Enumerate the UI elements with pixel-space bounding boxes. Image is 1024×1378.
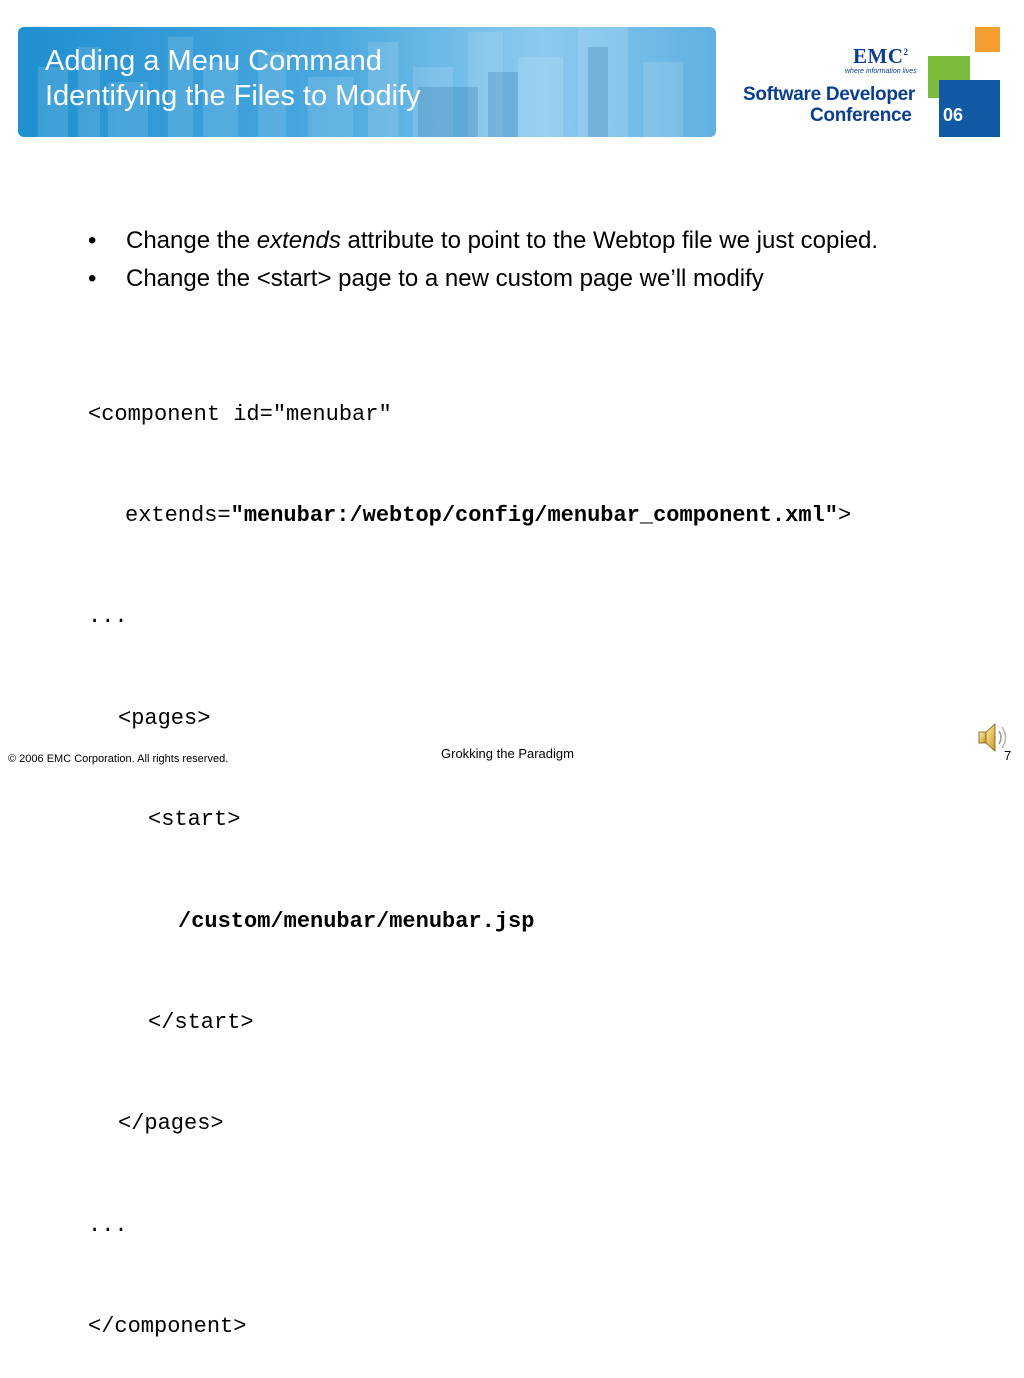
code-line: /custom/menubar/menubar.jsp	[178, 908, 535, 934]
footer-copyright: © 2006 EMC Corporation. All rights reserved.	[8, 753, 229, 765]
title-banner	[18, 27, 716, 137]
bullet-dot: •	[88, 265, 97, 292]
emc-wordmark: EMC$^2$	[853, 44, 909, 68]
bullet-item: • Change the extends attribute to point to the Webtop file we just copied.	[88, 227, 879, 254]
speaker-icon[interactable]	[976, 718, 1010, 756]
code-line: <component id="menubar"	[88, 401, 392, 427]
code-line: </component>	[88, 1314, 247, 1340]
code-line: ...	[88, 604, 128, 630]
bullet-list	[88, 226, 968, 302]
code-line: </pages>	[118, 1111, 224, 1137]
code-line: extends="menubar:/webtop/config/menubar_component.xml">	[125, 502, 852, 528]
logo-line-1: Software Developer	[743, 84, 915, 105]
logo-orange-square	[975, 27, 1000, 52]
bullet-dot: •	[88, 227, 97, 254]
page-number: 7	[1004, 748, 1012, 763]
logo-line-2: Conference	[810, 105, 912, 126]
bullet-item: • Change the <start> page to a new custom page we’ll modify	[88, 265, 764, 292]
slide-title-line-2: Identifying the Files to Modify	[45, 80, 421, 112]
code-line: </start>	[148, 1009, 254, 1035]
logo-tagline: where information lives	[845, 68, 917, 75]
code-line: ...	[88, 1212, 128, 1238]
code-line: <pages>	[118, 705, 211, 731]
slide-title	[45, 44, 421, 114]
emphasis-text: extends	[256, 227, 341, 254]
conference-logo	[740, 22, 1010, 142]
code-line: <start>	[148, 807, 241, 833]
slide-title-line-1: Adding a Menu Command	[45, 45, 382, 77]
logo-year: 06	[943, 105, 964, 125]
footer-title: Grokking the Paradigm	[441, 746, 574, 761]
code-sample	[88, 330, 851, 1378]
